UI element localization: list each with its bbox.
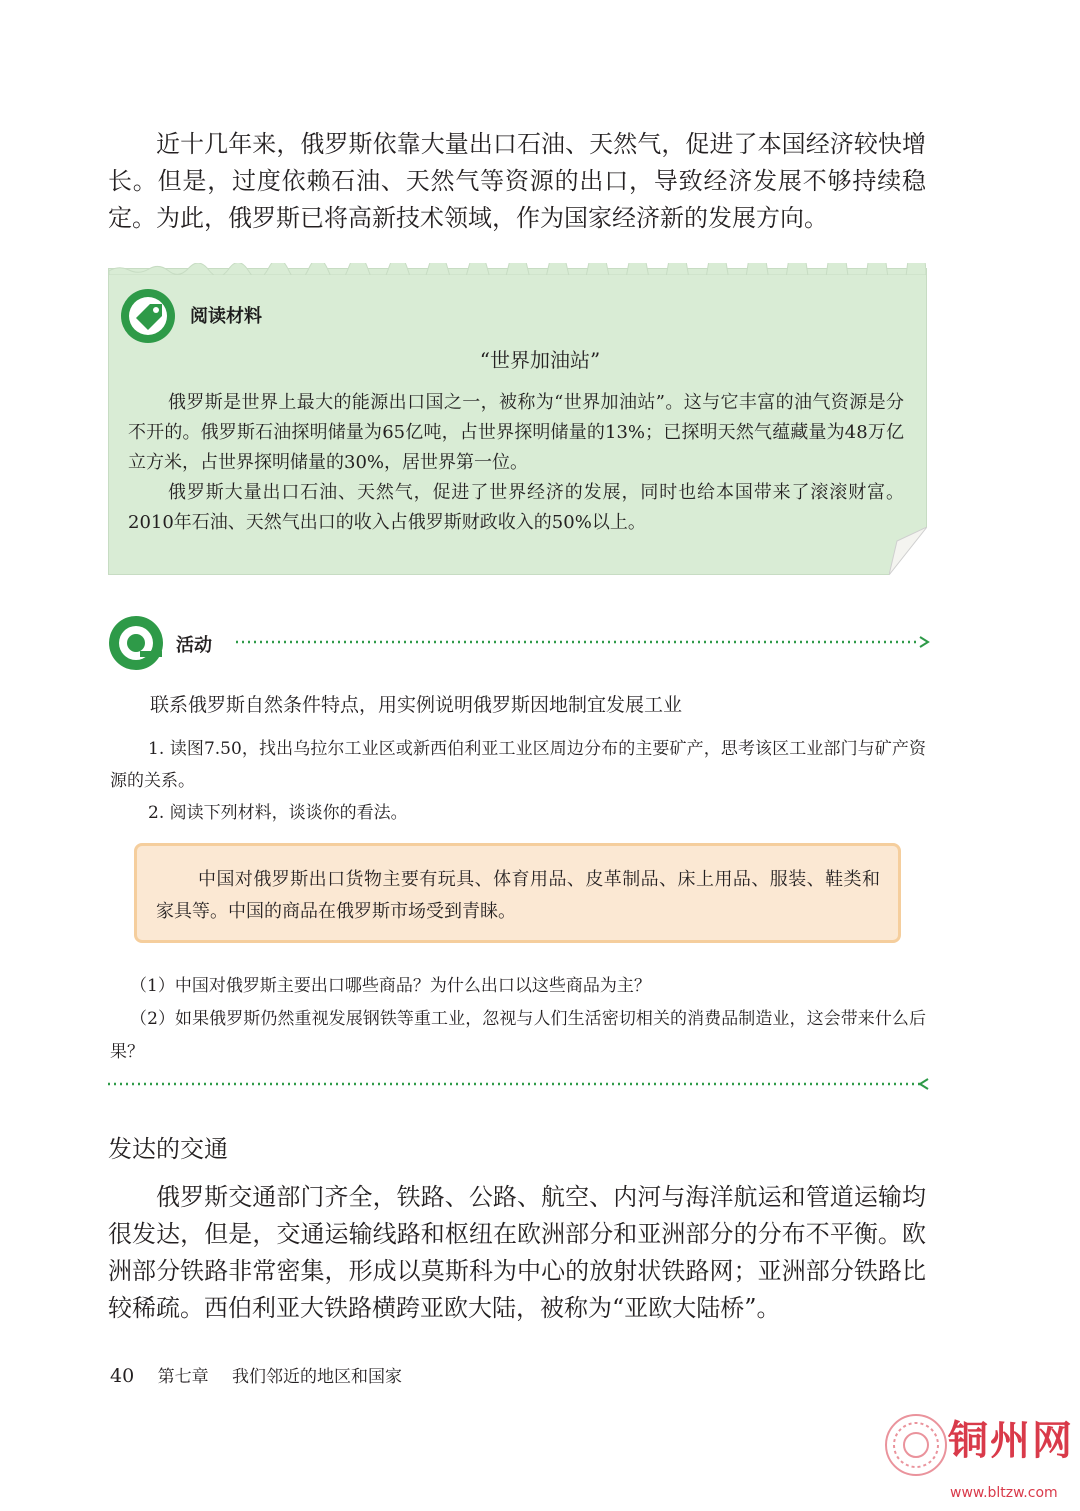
watermark-url: www.bltzw.com (950, 1485, 1058, 1501)
page-footer (110, 1362, 420, 1387)
activity-bottom-divider (108, 1078, 930, 1090)
reading-heading: “世界加油站” (479, 348, 601, 372)
reading-text (128, 388, 904, 538)
page-number: 40 (110, 1365, 135, 1387)
chapter-label: 第七章 (157, 1367, 209, 1387)
chapter-title: 我们邻近的地区和国家 (232, 1367, 402, 1387)
activity-icon (108, 615, 164, 671)
question-item: （1）中国对俄罗斯主要出口哪些商品？为什么出口以这些商品为主？ (130, 976, 651, 996)
reading-paragraph: 俄罗斯大量出口石油、天然气，促进了世界经济的发展，同时也给本国带来了滚滚财富。2010年石油、天然气出口的收入占俄罗斯财政收入的50%以上。 (128, 482, 904, 533)
section-title: 发达的交通 (108, 1135, 228, 1163)
watermark-site: 铜州网 (948, 1417, 1074, 1464)
activity-questions (110, 970, 926, 1069)
intro-paragraph: 近十几年来，俄罗斯依靠大量出口石油、天然气，促进了本国经济较快增长。但是，过度依赖石油、天然气等资源的出口，导致经济发展不够持续稳定。为此，俄罗斯已将高新技术领域，作为国家经济新的发展方向。 (108, 130, 926, 232)
transport-paragraph: 俄罗斯交通部门齐全，铁路、公路、航空、内河与海洋航运和管道运输均很发达，但是，交通运输线路和枢纽在欧洲部分和亚洲部分的分布不平衡。欧洲部分铁路非常密集，形成以莫斯科为中心的放射状铁路网；亚洲部分铁路比较稀疏。西伯利亚大铁路横跨亚欧大陆，被称为“亚欧大陆桥”。 (108, 1183, 926, 1322)
material-text-wrap (156, 864, 880, 928)
activity-item: 1. 读图7.50，找出乌拉尔工业区或新西伯利亚工业区周边分布的主要矿产，思考该区工业部门与矿产资源的关系。 (110, 739, 926, 791)
watermark (880, 1405, 1080, 1511)
activity-items (110, 733, 926, 829)
reading-label: 阅读材料 (190, 306, 262, 327)
activity-top-divider (236, 636, 930, 648)
activity-item: 2. 阅读下列材料，谈谈你的看法。 (148, 803, 408, 823)
reading-tag-icon (120, 288, 176, 344)
activity-subtitle: 联系俄罗斯自然条件特点，用实例说明俄罗斯因地制宜发展工业 (150, 694, 683, 716)
material-text: 中国对俄罗斯出口货物主要有玩具、体育用品、皮革制品、床上用品、服装、鞋类和家具等。中国的商品在俄罗斯市场受到青睐。 (156, 869, 880, 922)
reading-paragraph: 俄罗斯是世界上最大的能源出口国之一，被称为“世界加油站”。这与它丰富的油气资源是分不开的。俄罗斯石油探明储量为65亿吨，占世界探明储量的13%；已探明天然气蕴藏量为48万亿立方米，占世界探明储量的30%，居世界第一位。 (128, 392, 904, 473)
question-item: （2）如果俄罗斯仍然重视发展钢铁等重工业，忽视与人们生活密切相关的消费品制造业，这会带来什么后果？ (110, 1009, 926, 1062)
activity-label: 活动 (176, 635, 212, 656)
torn-edge (109, 263, 926, 275)
watermark-seal-icon (884, 1413, 948, 1477)
